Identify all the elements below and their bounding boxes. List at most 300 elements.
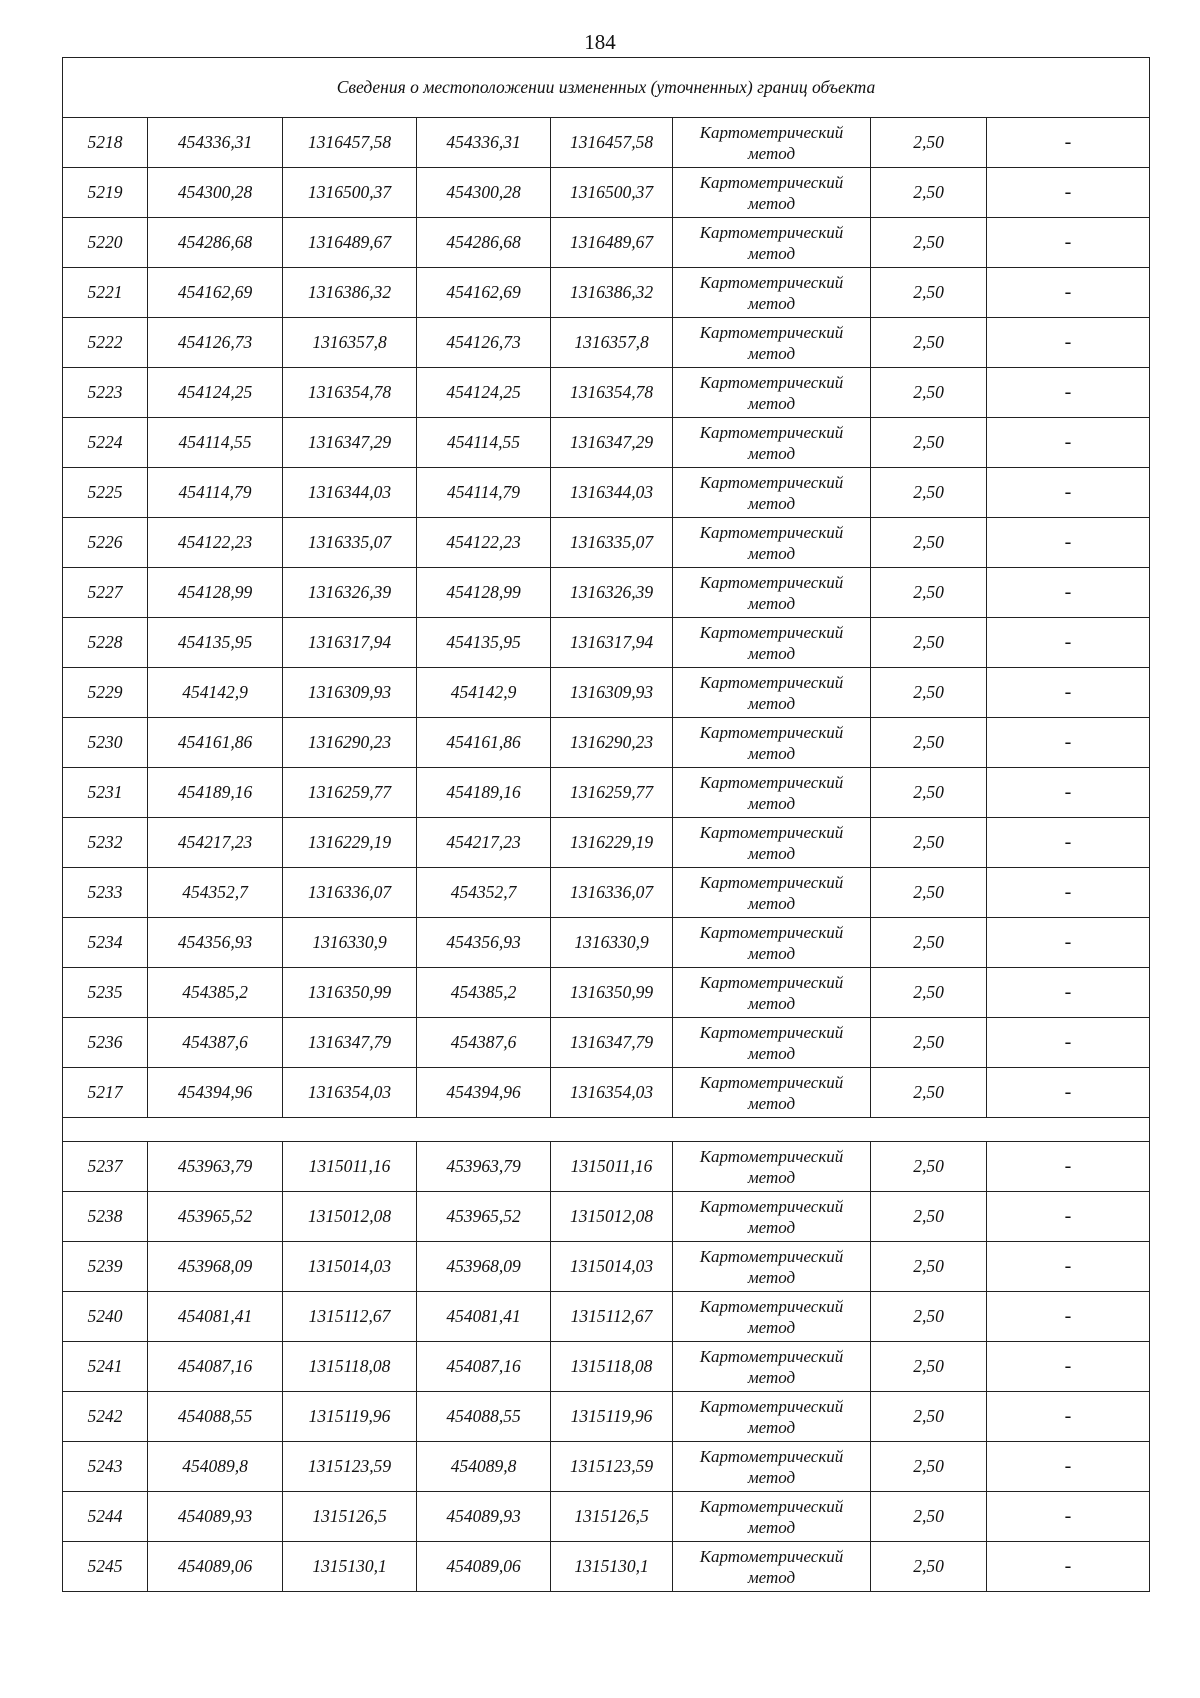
note-cell: - — [987, 318, 1150, 368]
group-separator — [63, 1118, 1150, 1142]
y-new-cell: 1316500,37 — [551, 168, 673, 218]
x-existing-cell: 454387,6 — [148, 1018, 283, 1068]
method-line1: Картометрический — [699, 172, 844, 192]
y-existing-cell: 1316354,03 — [283, 1068, 417, 1118]
x-new-cell: 454385,2 — [417, 968, 551, 1018]
method-line1: Картометрический — [699, 222, 844, 242]
method-line2: метод — [747, 443, 796, 463]
method-line2: метод — [747, 1267, 796, 1287]
note-cell: - — [987, 1342, 1150, 1392]
point-number-cell: 5244 — [63, 1492, 148, 1542]
y-new-cell: 1316290,23 — [551, 718, 673, 768]
y-existing-cell: 1316259,77 — [283, 768, 417, 818]
accuracy-cell: 2,50 — [871, 1542, 987, 1592]
method-line1: Картометрический — [699, 922, 844, 942]
y-new-cell: 1315014,03 — [551, 1242, 673, 1292]
method-line1: Картометрический — [699, 572, 844, 592]
x-new-cell: 454286,68 — [417, 218, 551, 268]
note-cell: - — [987, 1542, 1150, 1592]
x-existing-cell: 454142,9 — [148, 668, 283, 718]
method-line2: метод — [747, 1217, 796, 1237]
method-cell — [673, 1542, 871, 1592]
accuracy-cell: 2,50 — [871, 418, 987, 468]
x-new-cell: 454217,23 — [417, 818, 551, 868]
y-new-cell: 1315130,1 — [551, 1542, 673, 1592]
y-new-cell: 1316344,03 — [551, 468, 673, 518]
y-new-cell: 1316354,78 — [551, 368, 673, 418]
x-new-cell: 454081,41 — [417, 1292, 551, 1342]
x-new-cell: 454089,93 — [417, 1492, 551, 1542]
x-new-cell: 454161,86 — [417, 718, 551, 768]
y-new-cell: 1316350,99 — [551, 968, 673, 1018]
x-new-cell: 454122,23 — [417, 518, 551, 568]
y-new-cell: 1316309,93 — [551, 668, 673, 718]
point-number-cell: 5231 — [63, 768, 148, 818]
table-row — [63, 168, 1150, 218]
y-new-cell: 1315123,59 — [551, 1442, 673, 1492]
method-cell — [673, 668, 871, 718]
y-existing-cell: 1316354,78 — [283, 368, 417, 418]
method-cell — [673, 918, 871, 968]
method-cell — [673, 468, 871, 518]
method-line2: метод — [747, 1367, 796, 1387]
method-line2: метод — [747, 1467, 796, 1487]
accuracy-cell: 2,50 — [871, 1292, 987, 1342]
method-line2: метод — [747, 343, 796, 363]
x-new-cell: 454089,8 — [417, 1442, 551, 1492]
method-cell — [673, 368, 871, 418]
y-existing-cell: 1315112,67 — [283, 1292, 417, 1342]
table-row — [63, 1342, 1150, 1392]
x-existing-cell: 454089,93 — [148, 1492, 283, 1542]
y-existing-cell: 1315123,59 — [283, 1442, 417, 1492]
y-existing-cell: 1316357,8 — [283, 318, 417, 368]
accuracy-cell: 2,50 — [871, 1492, 987, 1542]
table-row — [63, 1142, 1150, 1192]
accuracy-cell: 2,50 — [871, 618, 987, 668]
y-existing-cell: 1316335,07 — [283, 518, 417, 568]
table-row — [63, 418, 1150, 468]
method-line2: метод — [747, 1567, 796, 1587]
note-cell: - — [987, 568, 1150, 618]
note-cell: - — [987, 768, 1150, 818]
x-new-cell: 454352,7 — [417, 868, 551, 918]
group-separator-row — [63, 1118, 1150, 1142]
x-existing-cell: 454385,2 — [148, 968, 283, 1018]
x-new-cell: 454336,31 — [417, 118, 551, 168]
point-number-cell: 5245 — [63, 1542, 148, 1592]
y-new-cell: 1316330,9 — [551, 918, 673, 968]
x-existing-cell: 454089,06 — [148, 1542, 283, 1592]
point-number-cell: 5225 — [63, 468, 148, 518]
note-cell: - — [987, 1018, 1150, 1068]
method-line2: метод — [747, 893, 796, 913]
x-existing-cell: 454114,79 — [148, 468, 283, 518]
method-line1: Картометрический — [699, 1396, 844, 1416]
point-number-cell: 5241 — [63, 1342, 148, 1392]
accuracy-cell: 2,50 — [871, 1342, 987, 1392]
table-row — [63, 968, 1150, 1018]
method-line2: метод — [747, 1093, 796, 1113]
method-cell — [673, 868, 871, 918]
y-existing-cell: 1316290,23 — [283, 718, 417, 768]
y-new-cell: 1315119,96 — [551, 1392, 673, 1442]
accuracy-cell: 2,50 — [871, 1018, 987, 1068]
table-row — [63, 1442, 1150, 1492]
accuracy-cell: 2,50 — [871, 318, 987, 368]
table-row — [63, 118, 1150, 168]
x-existing-cell: 454189,16 — [148, 768, 283, 818]
x-new-cell: 454300,28 — [417, 168, 551, 218]
x-existing-cell: 453965,52 — [148, 1192, 283, 1242]
point-number-cell: 5227 — [63, 568, 148, 618]
x-existing-cell: 453968,09 — [148, 1242, 283, 1292]
note-cell: - — [987, 468, 1150, 518]
y-new-cell: 1316336,07 — [551, 868, 673, 918]
x-new-cell: 454088,55 — [417, 1392, 551, 1442]
point-number-cell: 5242 — [63, 1392, 148, 1442]
method-line1: Картометрический — [699, 1496, 844, 1516]
table-row — [63, 1018, 1150, 1068]
accuracy-cell: 2,50 — [871, 1192, 987, 1242]
y-existing-cell: 1316347,79 — [283, 1018, 417, 1068]
note-cell: - — [987, 1292, 1150, 1342]
x-new-cell: 454394,96 — [417, 1068, 551, 1118]
table-row — [63, 1542, 1150, 1592]
method-line2: метод — [747, 693, 796, 713]
table-row — [63, 818, 1150, 868]
y-new-cell: 1316347,79 — [551, 1018, 673, 1068]
method-line2: метод — [747, 993, 796, 1013]
table-row — [63, 918, 1150, 968]
x-existing-cell: 454161,86 — [148, 718, 283, 768]
y-new-cell: 1316354,03 — [551, 1068, 673, 1118]
accuracy-cell: 2,50 — [871, 768, 987, 818]
accuracy-cell: 2,50 — [871, 518, 987, 568]
accuracy-cell: 2,50 — [871, 1068, 987, 1118]
table-row — [63, 1242, 1150, 1292]
x-existing-cell: 454089,8 — [148, 1442, 283, 1492]
x-new-cell: 454356,93 — [417, 918, 551, 968]
x-new-cell: 454387,6 — [417, 1018, 551, 1068]
y-new-cell: 1315118,08 — [551, 1342, 673, 1392]
method-line1: Картометрический — [699, 272, 844, 292]
x-new-cell: 454126,73 — [417, 318, 551, 368]
method-line1: Картометрический — [699, 1346, 844, 1366]
method-cell — [673, 268, 871, 318]
x-new-cell: 453965,52 — [417, 1192, 551, 1242]
method-line1: Картометрический — [699, 872, 844, 892]
point-number-cell: 5219 — [63, 168, 148, 218]
x-existing-cell: 454126,73 — [148, 318, 283, 368]
method-cell — [673, 1142, 871, 1192]
method-line1: Картометрический — [699, 672, 844, 692]
y-new-cell: 1316335,07 — [551, 518, 673, 568]
method-line1: Картометрический — [699, 622, 844, 642]
note-cell: - — [987, 1142, 1150, 1192]
method-line2: метод — [747, 1167, 796, 1187]
x-existing-cell: 454217,23 — [148, 818, 283, 868]
accuracy-cell: 2,50 — [871, 468, 987, 518]
point-number-cell: 5226 — [63, 518, 148, 568]
method-line1: Картометрический — [699, 1246, 844, 1266]
y-new-cell: 1316357,8 — [551, 318, 673, 368]
point-number-cell: 5239 — [63, 1242, 148, 1292]
method-cell — [673, 1068, 871, 1118]
y-existing-cell: 1316330,9 — [283, 918, 417, 968]
note-cell: - — [987, 418, 1150, 468]
note-cell: - — [987, 968, 1150, 1018]
x-existing-cell: 454087,16 — [148, 1342, 283, 1392]
y-new-cell: 1315012,08 — [551, 1192, 673, 1242]
y-existing-cell: 1316386,32 — [283, 268, 417, 318]
method-line2: метод — [747, 1517, 796, 1537]
note-cell: - — [987, 1492, 1150, 1542]
x-new-cell: 454124,25 — [417, 368, 551, 418]
point-number-cell: 5217 — [63, 1068, 148, 1118]
method-cell — [673, 818, 871, 868]
accuracy-cell: 2,50 — [871, 818, 987, 868]
y-new-cell: 1316229,19 — [551, 818, 673, 868]
method-line2: метод — [747, 1417, 796, 1437]
point-number-cell: 5228 — [63, 618, 148, 668]
y-existing-cell: 1316344,03 — [283, 468, 417, 518]
method-line1: Картометрический — [699, 372, 844, 392]
table-row — [63, 1292, 1150, 1342]
y-existing-cell: 1316317,94 — [283, 618, 417, 668]
y-existing-cell: 1315118,08 — [283, 1342, 417, 1392]
y-existing-cell: 1315014,03 — [283, 1242, 417, 1292]
y-existing-cell: 1316457,58 — [283, 118, 417, 168]
method-line2: метод — [747, 393, 796, 413]
point-number-cell: 5222 — [63, 318, 148, 368]
note-cell: - — [987, 1192, 1150, 1242]
method-line2: метод — [747, 1317, 796, 1337]
table-row — [63, 618, 1150, 668]
method-line1: Картометрический — [699, 1196, 844, 1216]
accuracy-cell: 2,50 — [871, 718, 987, 768]
note-cell: - — [987, 618, 1150, 668]
note-cell: - — [987, 268, 1150, 318]
y-existing-cell: 1315011,16 — [283, 1142, 417, 1192]
method-line2: метод — [747, 493, 796, 513]
method-line1: Картометрический — [699, 322, 844, 342]
point-number-cell: 5236 — [63, 1018, 148, 1068]
accuracy-cell: 2,50 — [871, 218, 987, 268]
note-cell: - — [987, 168, 1150, 218]
method-line1: Картометрический — [699, 972, 844, 992]
boundary-coordinates-table — [62, 57, 1150, 1592]
y-existing-cell: 1315130,1 — [283, 1542, 417, 1592]
method-line1: Картометрический — [699, 1446, 844, 1466]
point-number-cell: 5221 — [63, 268, 148, 318]
x-existing-cell: 453963,79 — [148, 1142, 283, 1192]
accuracy-cell: 2,50 — [871, 368, 987, 418]
method-cell — [673, 1492, 871, 1542]
note-cell: - — [987, 1392, 1150, 1442]
x-existing-cell: 454286,68 — [148, 218, 283, 268]
x-existing-cell: 454394,96 — [148, 1068, 283, 1118]
point-number-cell: 5234 — [63, 918, 148, 968]
note-cell: - — [987, 518, 1150, 568]
accuracy-cell: 2,50 — [871, 1242, 987, 1292]
method-line1: Картометрический — [699, 522, 844, 542]
x-existing-cell: 454124,25 — [148, 368, 283, 418]
method-line2: метод — [747, 593, 796, 613]
method-cell — [673, 1392, 871, 1442]
method-line2: метод — [747, 943, 796, 963]
method-cell — [673, 118, 871, 168]
method-cell — [673, 1442, 871, 1492]
y-new-cell: 1315126,5 — [551, 1492, 673, 1542]
note-cell: - — [987, 918, 1150, 968]
y-existing-cell: 1316326,39 — [283, 568, 417, 618]
y-new-cell: 1315011,16 — [551, 1142, 673, 1192]
y-existing-cell: 1315012,08 — [283, 1192, 417, 1242]
accuracy-cell: 2,50 — [871, 1442, 987, 1492]
method-line1: Картометрический — [699, 1296, 844, 1316]
x-existing-cell: 454128,99 — [148, 568, 283, 618]
method-cell — [673, 568, 871, 618]
method-line2: метод — [747, 143, 796, 163]
accuracy-cell: 2,50 — [871, 1142, 987, 1192]
point-number-cell: 5233 — [63, 868, 148, 918]
table-row — [63, 518, 1150, 568]
method-cell — [673, 218, 871, 268]
point-number-cell: 5238 — [63, 1192, 148, 1242]
accuracy-cell: 2,50 — [871, 918, 987, 968]
method-cell — [673, 1342, 871, 1392]
note-cell: - — [987, 368, 1150, 418]
accuracy-cell: 2,50 — [871, 568, 987, 618]
method-line1: Картометрический — [699, 722, 844, 742]
method-cell — [673, 618, 871, 668]
x-existing-cell: 454122,23 — [148, 518, 283, 568]
table-row — [63, 768, 1150, 818]
method-line2: метод — [747, 243, 796, 263]
method-cell — [673, 968, 871, 1018]
accuracy-cell: 2,50 — [871, 968, 987, 1018]
accuracy-cell: 2,50 — [871, 268, 987, 318]
x-new-cell: 454087,16 — [417, 1342, 551, 1392]
y-new-cell: 1315112,67 — [551, 1292, 673, 1342]
method-line2: метод — [747, 543, 796, 563]
accuracy-cell: 2,50 — [871, 668, 987, 718]
y-existing-cell: 1316500,37 — [283, 168, 417, 218]
method-cell — [673, 418, 871, 468]
x-new-cell: 453963,79 — [417, 1142, 551, 1192]
method-line2: метод — [747, 643, 796, 663]
y-existing-cell: 1316336,07 — [283, 868, 417, 918]
x-new-cell: 454142,9 — [417, 668, 551, 718]
method-line2: метод — [747, 743, 796, 763]
method-line2: метод — [747, 293, 796, 313]
table-row — [63, 318, 1150, 368]
x-existing-cell: 454088,55 — [148, 1392, 283, 1442]
method-cell — [673, 168, 871, 218]
x-existing-cell: 454162,69 — [148, 268, 283, 318]
note-cell: - — [987, 718, 1150, 768]
x-new-cell: 454162,69 — [417, 268, 551, 318]
method-line1: Картометрический — [699, 772, 844, 792]
point-number-cell: 5240 — [63, 1292, 148, 1342]
x-existing-cell: 454356,93 — [148, 918, 283, 968]
x-existing-cell: 454352,7 — [148, 868, 283, 918]
table-row — [63, 268, 1150, 318]
x-existing-cell: 454300,28 — [148, 168, 283, 218]
point-number-cell: 5224 — [63, 418, 148, 468]
y-existing-cell: 1316309,93 — [283, 668, 417, 718]
method-line1: Картометрический — [699, 1146, 844, 1166]
point-number-cell: 5218 — [63, 118, 148, 168]
method-line1: Картометрический — [699, 1546, 844, 1566]
table-row — [63, 718, 1150, 768]
accuracy-cell: 2,50 — [871, 1392, 987, 1442]
page-number: 184 — [584, 30, 616, 54]
y-new-cell: 1316317,94 — [551, 618, 673, 668]
table-row — [63, 1392, 1150, 1442]
y-existing-cell: 1316350,99 — [283, 968, 417, 1018]
x-new-cell: 454114,55 — [417, 418, 551, 468]
y-new-cell: 1316457,58 — [551, 118, 673, 168]
method-line1: Картометрический — [699, 1072, 844, 1092]
method-line1: Картометрический — [699, 122, 844, 142]
note-cell: - — [987, 1442, 1150, 1492]
accuracy-cell: 2,50 — [871, 118, 987, 168]
point-number-cell: 5237 — [63, 1142, 148, 1192]
note-cell: - — [987, 118, 1150, 168]
point-number-cell: 5230 — [63, 718, 148, 768]
method-cell — [673, 718, 871, 768]
method-line1: Картометрический — [699, 422, 844, 442]
y-existing-cell: 1316347,29 — [283, 418, 417, 468]
note-cell: - — [987, 1068, 1150, 1118]
y-existing-cell: 1315126,5 — [283, 1492, 417, 1542]
note-cell: - — [987, 818, 1150, 868]
method-cell — [673, 318, 871, 368]
point-number-cell: 5223 — [63, 368, 148, 418]
y-new-cell: 1316386,32 — [551, 268, 673, 318]
table-title: Сведения о местоположении измененных (уточненных) границ объекта — [63, 58, 1150, 118]
table-row — [63, 568, 1150, 618]
y-existing-cell: 1315119,96 — [283, 1392, 417, 1442]
table-row — [63, 218, 1150, 268]
method-line2: метод — [747, 1043, 796, 1063]
point-number-cell: 5229 — [63, 668, 148, 718]
table-row — [63, 1068, 1150, 1118]
note-cell: - — [987, 1242, 1150, 1292]
method-cell — [673, 1292, 871, 1342]
accuracy-cell: 2,50 — [871, 168, 987, 218]
y-existing-cell: 1316489,67 — [283, 218, 417, 268]
y-new-cell: 1316326,39 — [551, 568, 673, 618]
note-cell: - — [987, 218, 1150, 268]
method-line2: метод — [747, 843, 796, 863]
method-line1: Картометрический — [699, 1022, 844, 1042]
point-number-cell: 5232 — [63, 818, 148, 868]
table-row — [63, 1192, 1150, 1242]
x-new-cell: 453968,09 — [417, 1242, 551, 1292]
note-cell: - — [987, 668, 1150, 718]
method-line1: Картометрический — [699, 822, 844, 842]
accuracy-cell: 2,50 — [871, 868, 987, 918]
x-existing-cell: 454135,95 — [148, 618, 283, 668]
table-row — [63, 368, 1150, 418]
y-new-cell: 1316489,67 — [551, 218, 673, 268]
method-line2: метод — [747, 193, 796, 213]
x-new-cell: 454089,06 — [417, 1542, 551, 1592]
x-existing-cell: 454081,41 — [148, 1292, 283, 1342]
